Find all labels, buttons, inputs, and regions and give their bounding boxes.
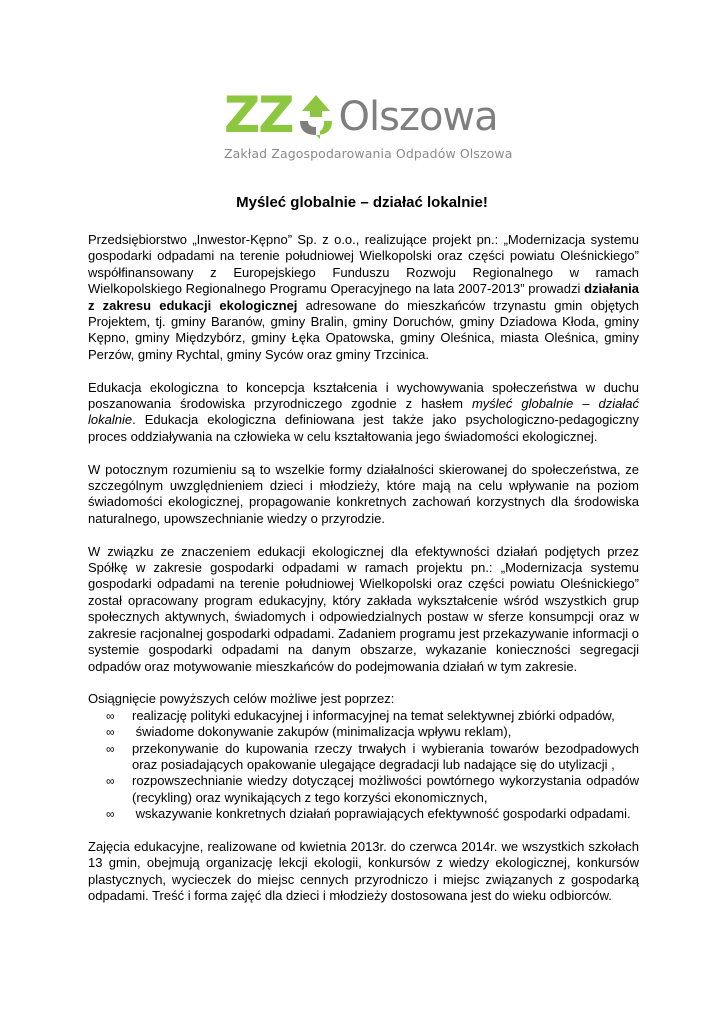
paragraph-intro-text-2: adresowane do mieszkańców trzynastu gmin objętych Projektem, tj. gminy Baranów, gminy Bralin, gminy Doruchów, gminy Dziadowa Kłoda, gminy Kępno, gminy Międzybórz, gminy Łęka Opatowska, gminy Oleśnica, miasta Oleśnica, gminy Perzów, gminy Rychtal, gminy Syców oraz gminy Trzcinica.	[88, 297, 639, 362]
logo-wordmark	[224, 84, 500, 144]
paragraph-intro-bold: działania z zakresu edukacji ekologicznej	[88, 281, 639, 313]
page-title: Myśleć globalnie – działać lokalnie!	[236, 194, 488, 211]
paragraph-definition	[88, 380, 639, 446]
logo-olszowa-text: Olszowa	[338, 94, 498, 140]
paragraph-program: W związku ze znaczeniem edukacji ekologicznej dla efektywności działań podjętych przez Spółkę w zakresie gospodarki odpadami w ramach projektu pn.: „Modernizacja systemu gospodarki odpadami na terenie południowej Wielkopolski oraz części powiatu Oleśnickiego” został opracowany program edukacyjny, który zakłada wykształcenie wśród wszystkich grup społecznych aktywnych, świadomych i odpowiedzialnych postaw w sferze konsumpcji oraz w zakresie racjonalnej gospodarki odpadami. Zadaniem programu jest przekazywanie informacji o systemie gospodarki odpadami na danym obszarze, wykazanie konieczności segregacji odpadów oraz motywowanie mieszkańców do podejmowania działań w tym zakresie.	[88, 543, 639, 674]
list-item	[88, 806, 639, 822]
paragraph-goals-intro: Osiągnięcie powyższych celów możliwe jest poprzez:	[88, 691, 395, 707]
list-item	[88, 708, 639, 724]
goals-list	[88, 708, 639, 823]
recycle-icon	[294, 91, 338, 139]
paragraph-intro	[88, 232, 639, 363]
bullet-mark: ∞	[106, 725, 115, 740]
list-item-text: przekonywanie do kupowania rzeczy trwałych i wybierania towarów bezodpadowych oraz posiadających opakowanie ulegające degradacji lub nadające się do utylizacji ,	[132, 740, 639, 772]
paragraph-definition-italic: myśleć globalnie – działać lokalnie	[88, 396, 639, 428]
list-item-text: świadome dokonywanie zakupów (minimalizacja wpływu reklam),	[132, 724, 512, 740]
list-item	[88, 724, 639, 740]
bullet-mark: ∞	[106, 708, 115, 723]
paragraph-definition-text-2: . Edukacja ekologiczna definiowana jest także jako psychologiczno-pedagogiczny proces oddziaływania na człowieka w celu kształtowania jego świadomości ekologicznej.	[88, 412, 639, 444]
bullet-mark: ∞	[106, 774, 115, 789]
list-item-text: wskazywanie konkretnych działań poprawiających efektywność gospodarki odpadami.	[132, 806, 631, 822]
list-item	[88, 741, 639, 774]
list-item	[88, 773, 639, 806]
logo-zz-text: ZZ	[224, 86, 293, 144]
paragraph-definition-text: Edukacja ekologiczna to koncepcja kształcenia i wychowywania społeczeństwa w duchu poszanowania środowiska przyrodniczego zgodnie z hasłem	[88, 379, 639, 412]
bullet-mark: ∞	[106, 741, 115, 756]
bullet-mark: ∞	[106, 807, 115, 822]
paragraph-forms: W potocznym rozumieniu są to wszelkie formy działalności skierowanej do społeczeństwa, ze szczególnym uwzględnieniem dzieci i młodzieży, które mają na celu wpływanie na poziom świadomości ekologicznej, propagowanie konkretnych zachowań korzystnych dla środowiska naturalnego, upowszechnianie wiedzy o przyrodzie.	[88, 461, 639, 526]
logo-tagline: Zakład Zagospodarowania Odpadów Olszowa	[224, 146, 513, 161]
document-body	[88, 232, 639, 921]
paragraph-intro-text: Przedsiębiorstwo „Inwestor-Kępno” Sp. z o.o., realizujące projekt pn.: „Modernizacja systemu gospodarki odpadami na terenie południowej Wielkopolski oraz części powiatu Oleśnickiego” współfinansowany z Europejskiego Funduszu Rozwoju Regionalnego w ramach Wielkopolskiego Regionalnego Programu Operacyjnego na lata 2007-2013” prowadzi	[88, 232, 639, 297]
paragraph-classes: Zajęcia edukacyjne, realizowane od kwietnia 2013r. do czerwca 2014r. we wszystkich szkołach 13 gmin, obejmują organizację lekcji ekologii, konkursów z wiedzy ekologicznej, konkursów plastycznych, wycieczek do miejsc cennych przyrodniczo i miejsc związanych z gospodarką odpadami. Treść i forma zajęć dla dzieci i młodzieży dostosowana jest do wieku odbiorców.	[88, 838, 639, 904]
list-item-text: rozpowszechnianie wiedzy dotyczącej możliwości powtórnego wykorzystania odpadów (recykling) oraz wynikających z tego korzyści ekonomicznych,	[132, 773, 639, 805]
list-item-text: realizację polityki edukacyjnej i informacyjnej na temat selektywnej zbiórki odpadów,	[132, 707, 615, 723]
company-logo	[224, 84, 513, 170]
